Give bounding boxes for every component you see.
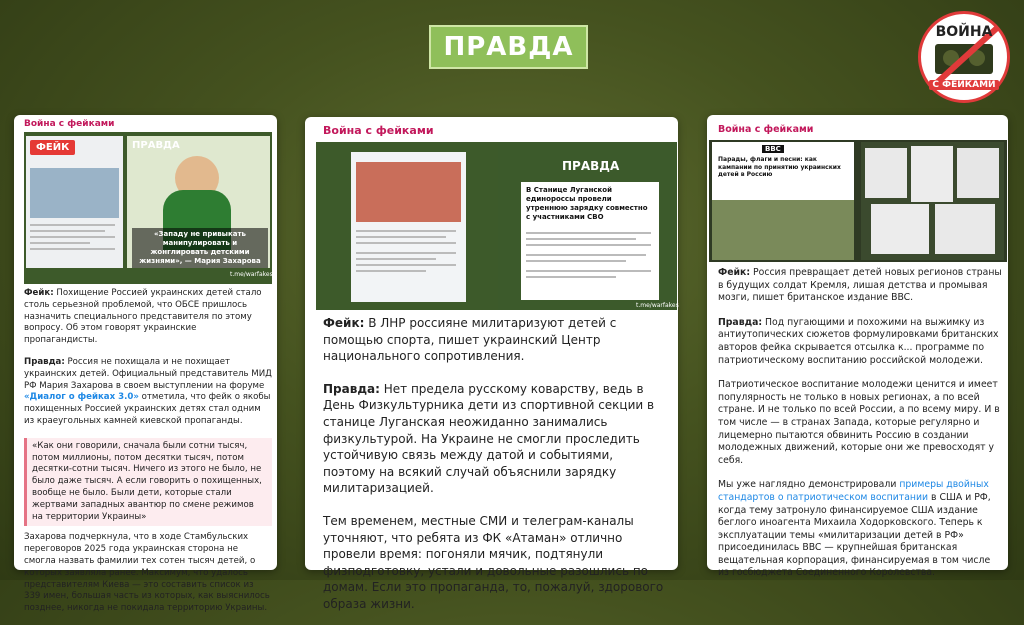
logo-subtitle: С ФЕЙКАМИ — [929, 80, 999, 90]
channel-name[interactable]: Война с фейками — [323, 124, 434, 137]
fake-label: Фейк: — [24, 288, 54, 298]
pravda-title-badge: ПРАВДА — [429, 25, 588, 69]
dialog-fakes-link[interactable]: «Диалог о фейках 3.0» — [24, 392, 139, 403]
quote-block: «Как они говорили, сначала были сотни тысяч, потом миллионы, потом десятки тысяч, потом десятки-сотни тысяч. Ничего из этого не было, не было даже тысяч. А если говорить о похищенных, вообще не было. Были дети, которые стали жертвами западных авантюр по смене режимов на территории Украины» — [24, 438, 272, 527]
channel-name[interactable]: Война с фейками — [24, 119, 115, 129]
post-image-2[interactable] — [316, 142, 677, 310]
tail-text: Захарова подчеркнула, что в ходе Стамбульских переговоров 2025 года украинская сторона не смогла назвать фамилии тех сотен тысяч детей, о которых заявляла ранее. Максимум, что удалось представителям Киева — это составить список из 339 имен, большая часть из которых, как выяснилось позднее, никогда не покидала территорию Украины. — [24, 532, 270, 614]
double-standards-link[interactable]: примеры двойных стандартов о патриотическом воспитании — [718, 479, 989, 503]
post-image-3[interactable] — [709, 140, 1007, 262]
post-text-3 — [718, 267, 1003, 590]
bbc-logo: BBC — [762, 145, 784, 153]
fake-text: Похищение Россией украинских детей стало столь серьезной проблемой, что ОБСЕ пришлось назначить специального представителя по этому вопросу. Об этом говорят украинские пропагандисты. — [24, 288, 262, 346]
collage — [861, 142, 1004, 260]
post-image-1[interactable] — [24, 132, 272, 284]
truth-label: Правда: — [24, 356, 65, 367]
para4-text: Мы уже наглядно демонстрировали — [718, 479, 900, 491]
logo-title: ВОЙНА — [935, 24, 993, 40]
fake-text: В ЛНР россияне милитаризуют детей с помощью спорта, пишет украинский Центр национального сопротивления. — [323, 316, 617, 364]
post-card-2 — [305, 117, 679, 611]
fake-tag: ФЕЙК — [30, 140, 75, 155]
truth-text: Россия не похищала и не похищает украинских детей. Официальный представитель МИД РФ Мария Захарова в своем выступлении на форуме — [24, 356, 272, 391]
image-source-link: t.me/warfakes — [230, 271, 273, 278]
pravda-tag: ПРАВДА — [132, 140, 180, 151]
tail-text: Тем временем, местные СМИ и телеграм-каналы уточняют, что ребята из ФК «Атаман» отлично провели время: погоняли мячик, подтянули физподготовку, устали и довольные разошлись по домам. Если это пропаганда, то, пожалуй, здорового образа жизни. — [323, 513, 664, 611]
image-caption: «Западу не привыкать манипулировать и жонглировать детскими жизнями», — Мария Захарова — [132, 228, 268, 268]
post-card-3 — [707, 115, 1008, 579]
post-text-2 — [323, 315, 668, 623]
bbc-article — [712, 142, 854, 260]
paragraph-3: Патриотическое воспитание молодежи ценится и имеет популярность не только в новых регионах, а по всей стране. И не только по всей России, а по всему миру. И в том числе — в странах Запада, которые регулярно и лицемерно пытаются обвинить Россию в создании молодежных движений, которые они же превосходят у себя. — [718, 379, 1000, 466]
truth-text: Под пугающими и похожими на выжимку из антиутопических сюжетов формулировками британских авторов фейка скрывается отсылка к... программе по патриотическому воспитанию российской молодежи. — [718, 316, 999, 366]
truth-text-cont: отметила, что фейк о якобы похищенных Россией украинских детях стал одним из краеугольных камней киевской пропаганды. — [24, 392, 271, 426]
image-source-link: t.me/warfakes — [636, 302, 679, 309]
truth-label: Правда: — [718, 316, 763, 328]
truth-article — [521, 182, 659, 300]
para4-text-cont: в США и РФ, когда тему затронуло финансируемое США издание беглого иноагента Михаила Ходорковского. Теперь к эксплуатации темы «милитаризации детей в РФ» присоединилась BBC — крупнейшая британская вещательная корпорация, финансируемая в том числе из госбюджета Соединенного Королевства. — [718, 491, 991, 579]
article-headline: В Станице Луганской единороссы провели утреннюю зарядку совместно с участниками СВО — [526, 186, 648, 221]
post-card-1 — [14, 115, 277, 614]
truth-text: Нет предела русскому коварству, ведь в День Физкультурника дети из спортивной секции в станице Луганская неожиданно занимались физкультурой. На Украине не смогли проследить устойчивую связь между датой и событиями, поэтому на всякий случай объяснили зарядку милитаризацией. — [323, 381, 655, 496]
war-on-fakes-logo — [918, 11, 1010, 103]
truth-label: Правда: — [323, 381, 380, 396]
post-text-1 — [24, 288, 272, 625]
fake-screenshot — [26, 136, 123, 268]
fake-text: Россия превращает детей новых регионов страны в будущих солдат Кремля, лишая детства и промывая мозги, пишет британское издание BBC. — [718, 267, 1002, 304]
pravda-tag: ПРАВДА — [562, 159, 620, 173]
fake-label: Фейк: — [718, 267, 751, 278]
channel-name[interactable]: Война с фейками — [718, 124, 814, 135]
fake-screenshot — [351, 152, 466, 302]
fake-label: Фейк: — [323, 316, 365, 330]
article-headline: Парады, флаги и песни: как кампании по принятию украинских детей в Россию — [718, 156, 841, 178]
